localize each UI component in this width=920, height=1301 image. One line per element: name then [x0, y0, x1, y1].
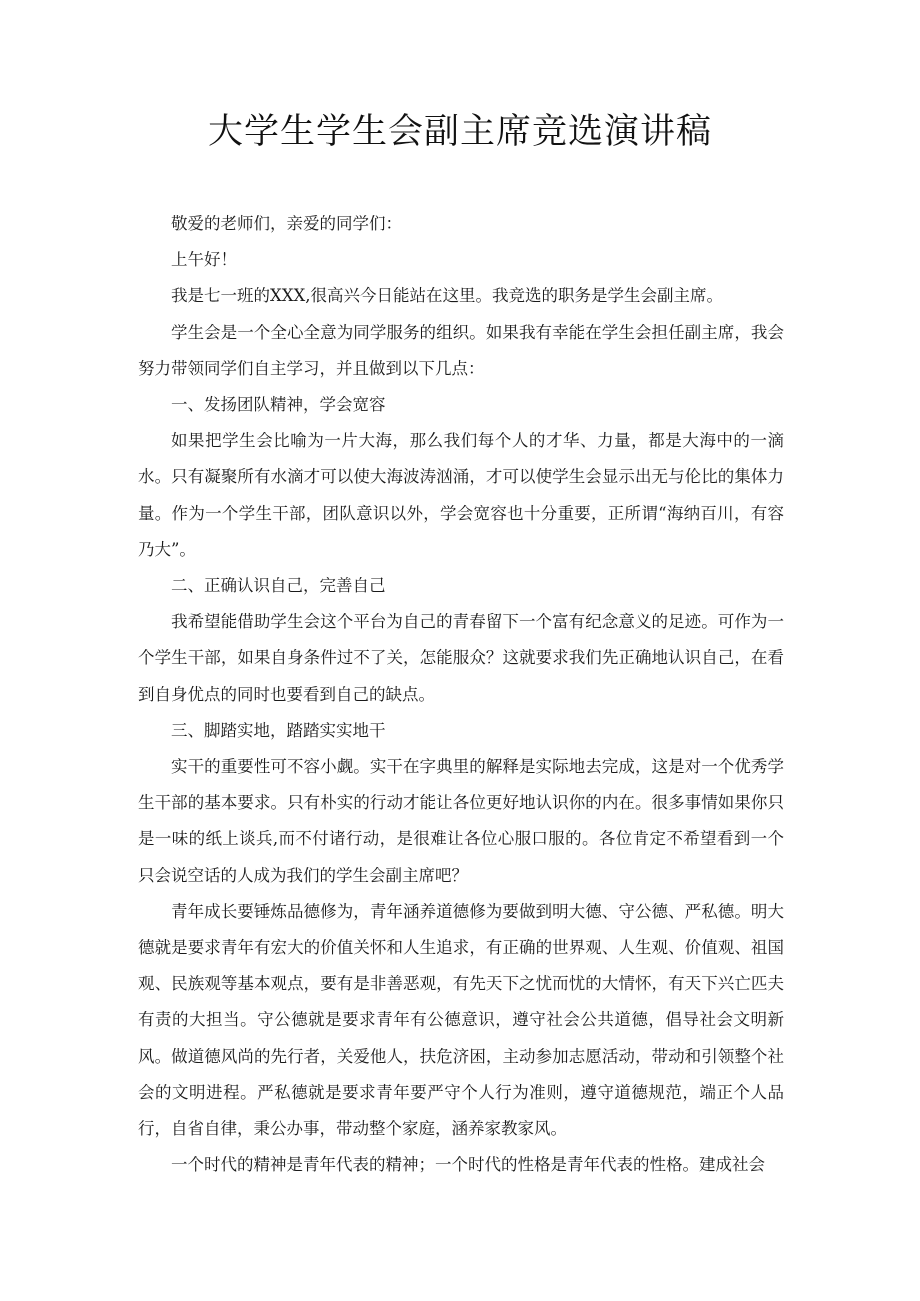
document-body: [138, 206, 784, 1183]
paragraph: 我希望能借助学生会这个平台为自己的青春留下一个富有纪念意义的足迹。可作为一个学生干部，如果自身条件过不了关，怎能服众？这就要求我们先正确地认识自己，在看到自身优点的同时也要看到自己的缺点。: [138, 612, 784, 704]
paragraph: 如果把学生会比喻为一片大海，那么我们每个人的才华、力量，都是大海中的一滴水。只有凝聚所有水滴才可以使大海波涛汹涌，才可以使学生会显示出无与伦比的集体力量。作为一个学生干部，团队意识以外，学会宽容也十分重要，正所谓“海纳百川，有容乃大”。: [138, 431, 784, 559]
greeting: 敬爱的老师们，亲爱的同学们：: [171, 214, 402, 233]
introduction-paragraph: 我是七一班的XXX,很高兴今日能站在这里。我竞选的职务是学生会副主席。: [171, 286, 723, 306]
salutation: 上午好！: [171, 250, 237, 270]
paragraph: 青年成长要锤炼品德修为，青年涵养道德修为要做到明大德、守公德、严私德。明大德就是要求青年有宏大的价值关怀和人生追求，有正确的世界观、人生观、价值观、祖国观、民族观等基本观点，要有是非善恶观，有先天下之忧而忧的大情怀，有天下兴亡匹夫有责的大担当。守公德就是要求青年有公德意识，遵守社会公共道德，倡导社会文明新风。做道德风尚的先行者，关爱他人，扶危济困，主动参加志愿活动，带动和引领整个社会的文明进程。严私德就是要求青年要严守个人行为准则，遵守道德规范，端正个人品行，自省自律，秉公办事，带动整个家庭，涵养家教家风。: [138, 901, 784, 1139]
section-heading-1: 一、发扬团队精神，学会宽容: [171, 395, 386, 415]
paragraph: 学生会是一个全心全意为同学服务的组织。如果我有幸能在学生会担任副主席，我会努力带领同学们自主学习，并且做到以下几点：: [138, 322, 784, 378]
document-title: 大学生学生会副主席竞选演讲稿: [207, 112, 712, 152]
paragraph: 实干的重要性可不容小觑。实干在字典里的解释是实际地去完成，这是对一个优秀学生干部的基本要求。只有朴实的行动才能让各位更好地认识你的内在。很多事情如果你只是一味的纸上谈兵,而不付诸行动，是很难让各位心服口服的。各位肯定不希望看到一个只会说空话的人成为我们的学生会副主席吧？: [138, 757, 784, 885]
section-heading-2: 二、正确认识自己，完善自己: [171, 576, 386, 596]
paragraph: 一个时代的精神是青年代表的精神；一个时代的性格是青年代表的性格。建成社会: [171, 1155, 765, 1175]
section-heading-3: 三、脚踏实地，踏踏实实地干: [171, 720, 386, 740]
